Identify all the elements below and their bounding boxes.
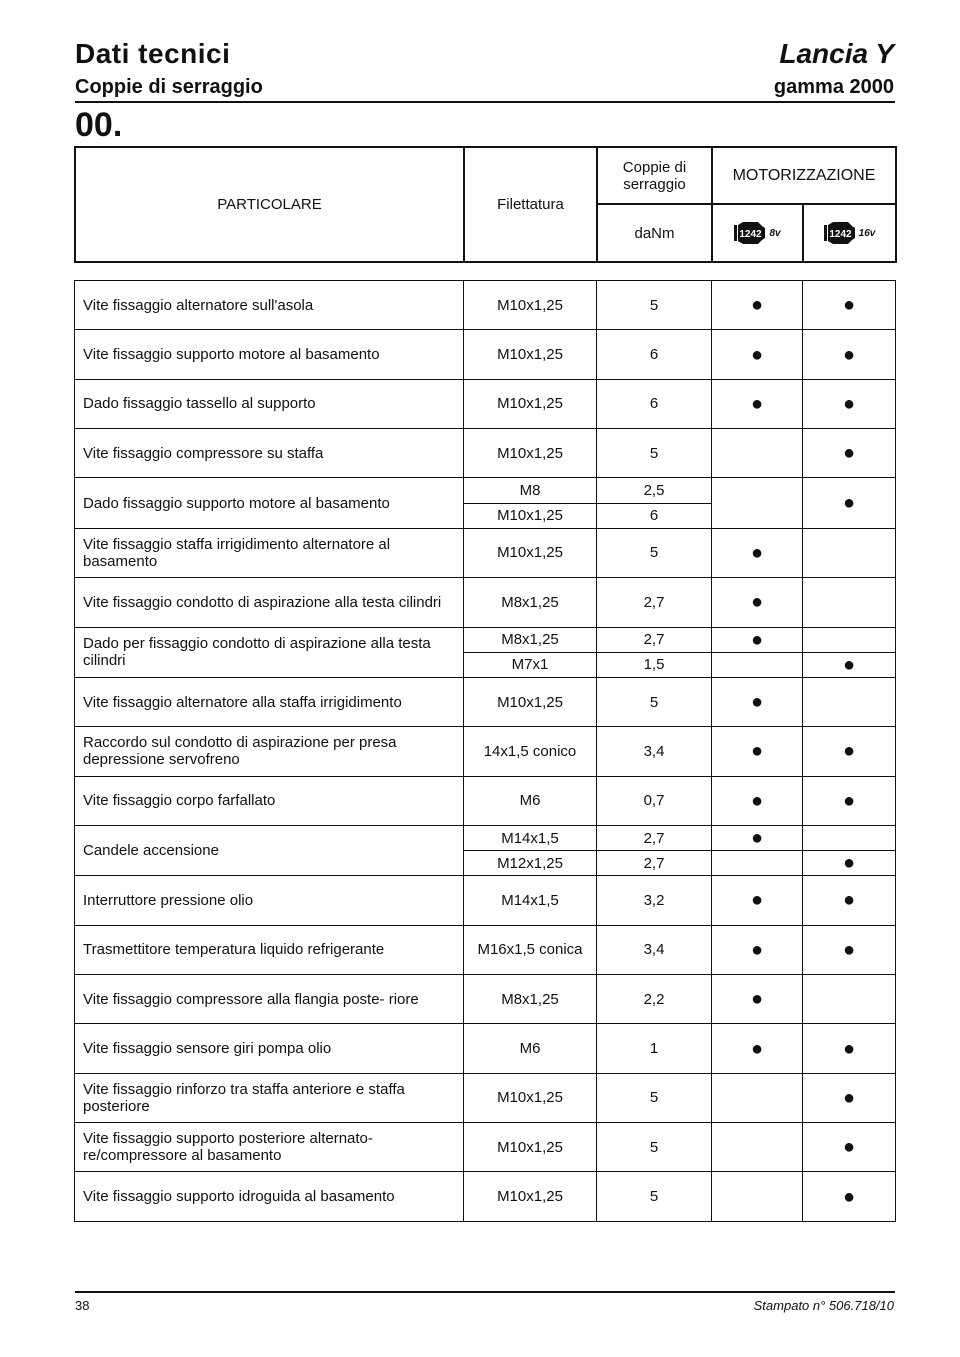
thread-value: 14x1,5 conico [464,727,597,776]
thread-value: M10x1,25 [464,330,597,379]
bullet-mark: ● [750,343,764,366]
engine-16v-mark [803,627,896,652]
bullet-mark: ● [750,938,764,961]
document-title: Dati tecnici [75,38,231,69]
bullet-mark: ● [750,1037,764,1060]
bullet-mark: ● [750,392,764,415]
table-row [75,825,896,850]
part-description: Dado fissaggio supporto motore al basamento [75,478,464,528]
engine-16v-mark [803,974,896,1023]
engine-code: 1242 [829,229,852,240]
torque-value: 5 [597,528,712,577]
part-description: Vite fissaggio condotto di aspirazione alla testa cilindri [75,578,464,627]
engine-16v-mark [803,578,896,627]
thread-value: M8x1,25 [464,974,597,1023]
column-header-engines: MOTORIZZAZIONE [712,147,896,204]
table-row [75,627,896,652]
engine-8v-mark [712,379,803,428]
bullet-mark: ● [750,827,764,849]
torque-value: 5 [597,677,712,726]
bullet-mark: ● [842,789,856,812]
bullet-mark: ● [842,1185,856,1208]
engine-icon [734,220,766,246]
bullet-mark: ● [750,988,764,1011]
engine-valves-label: 8v [769,227,781,239]
table-row [75,528,896,577]
engine-8v-mark [712,677,803,726]
thread-value: M10x1,25 [464,1172,597,1222]
bullet-mark: ● [842,1037,856,1060]
torque-value: 5 [597,429,712,478]
thread-value: M10x1,25 [464,379,597,428]
engine-8v-mark [712,578,803,627]
torque-value: 2,5 [597,478,712,503]
engine-8v-mark [712,429,803,478]
torque-value: 6 [597,503,712,528]
table-row [75,727,896,776]
bullet-mark: ● [750,591,764,614]
part-description: Vite fissaggio alternatore sull'asola [75,281,464,330]
print-reference: Stampato n° 506.718/10 [753,1298,894,1313]
document-subtitle: Coppie di serraggio [75,76,263,98]
engine-16v-mark [803,825,896,850]
engine-16v-mark [803,727,896,776]
thread-value: M10x1,25 [464,503,597,528]
part-description: Vite fissaggio compressore su staffa [75,429,464,478]
table-row [75,281,896,330]
engine-8v-mark [712,851,803,876]
page-number: 38 [75,1298,90,1313]
bullet-mark: ● [750,691,764,714]
part-description: Vite fissaggio corpo farfallato [75,776,464,825]
table-row [75,1024,896,1073]
engine-8v-mark [712,478,803,528]
engine-8v-mark [712,652,803,677]
engine-code: 1242 [739,229,763,240]
bullet-mark: ● [842,492,856,515]
part-description: Raccordo sul condotto di aspirazione per presa depressione servofreno [75,727,464,776]
torque-value: 5 [597,281,712,330]
bullet-mark: ● [842,938,856,961]
table-row [75,925,896,974]
part-description: Interruttore pressione olio [75,876,464,925]
thread-value: M12x1,25 [464,851,597,876]
thread-value: M7x1 [464,652,597,677]
engine-8v-mark [712,1073,803,1122]
engine-16v-mark [803,379,896,428]
engine-8v-mark [712,776,803,825]
thread-value: M10x1,25 [464,1073,597,1122]
torque-value: 6 [597,330,712,379]
engine-valves-label: 16v [858,227,876,239]
table-row [75,1172,896,1222]
part-description: Vite fissaggio alternatore alla staffa irrigidimento [75,677,464,726]
torque-value: 1 [597,1024,712,1073]
part-description: Candele accensione [75,825,464,875]
part-description: Dado per fissaggio condotto di aspirazione alla testa cilindri [75,627,464,677]
engine-8v-mark [712,727,803,776]
engine-8v-mark [712,1123,803,1172]
table-header [74,146,897,263]
engine-header-16v [803,204,896,262]
part-description: Trasmettitore temperatura liquido refrigerante [75,925,464,974]
thread-value: M14x1,5 [464,876,597,925]
table-row [75,1073,896,1122]
torque-value: 2,7 [597,851,712,876]
thread-value: M16x1,5 conica [464,925,597,974]
part-description: Vite fissaggio compressore alla flangia poste- riore [75,974,464,1023]
table-row [75,876,896,925]
torque-table [74,280,896,1222]
table-row [75,776,896,825]
column-header-thread: Filettatura [464,147,597,262]
torque-value: 2,2 [597,974,712,1023]
bullet-mark: ● [750,889,764,912]
engine-16v-mark [803,281,896,330]
engine-16v-mark [803,429,896,478]
engine-8v-mark [712,825,803,850]
column-header-part: PARTICOLARE [75,147,464,262]
part-description: Dado fissaggio tassello al supporto [75,379,464,428]
torque-value: 3,4 [597,727,712,776]
table-row [75,578,896,627]
engine-8v-mark [712,974,803,1023]
bullet-mark: ● [842,343,856,366]
thread-value: M14x1,5 [464,825,597,850]
torque-value: 2,7 [597,578,712,627]
engine-8v-mark [712,281,803,330]
bullet-mark: ● [842,740,856,763]
engine-16v-mark [803,330,896,379]
torque-value: 5 [597,1073,712,1122]
engine-8v-mark [712,925,803,974]
thread-value: M10x1,25 [464,429,597,478]
bullet-mark: ● [842,653,856,676]
torque-value: 3,4 [597,925,712,974]
engine-8v-mark [712,1172,803,1222]
engine-8v-mark [712,330,803,379]
thread-value: M6 [464,1024,597,1073]
section-number: 00. [75,106,123,144]
bullet-mark: ● [750,294,764,317]
engine-16v-mark [803,1172,896,1222]
part-description: Vite fissaggio sensore giri pompa olio [75,1024,464,1073]
thread-value: M10x1,25 [464,677,597,726]
torque-value: 3,2 [597,876,712,925]
engine-16v-mark [803,876,896,925]
table-row [75,974,896,1023]
thread-value: M10x1,25 [464,528,597,577]
torque-value: 0,7 [597,776,712,825]
thread-value: M10x1,25 [464,1123,597,1172]
engine-16v-mark [803,478,896,528]
torque-value: 5 [597,1123,712,1172]
table-row [75,379,896,428]
footer-rule [75,1291,895,1293]
engine-16v-mark [803,1073,896,1122]
torque-value: 5 [597,1172,712,1222]
brand-title: Lancia Y [779,38,894,69]
thread-value: M6 [464,776,597,825]
engine-icon [824,220,856,246]
bullet-mark: ● [842,1086,856,1109]
column-header-unit: daNm [597,204,712,262]
torque-value: 2,7 [597,825,712,850]
torque-table-body [75,281,896,1222]
thread-value: M8x1,25 [464,578,597,627]
engine-16v-mark [803,528,896,577]
table-row [75,330,896,379]
bullet-mark: ● [750,541,764,564]
torque-value: 2,7 [597,627,712,652]
table-row [75,1123,896,1172]
engine-16v-mark [803,776,896,825]
part-description: Vite fissaggio supporto idroguida al basamento [75,1172,464,1222]
engine-16v-mark [803,1024,896,1073]
torque-value: 1,5 [597,652,712,677]
part-description: Vite fissaggio supporto posteriore alternato- re/compressore al basamento [75,1123,464,1172]
bullet-mark: ● [750,789,764,812]
engine-8v-mark [712,1024,803,1073]
column-header-torque: Coppie di serraggio [597,147,712,204]
table-row [75,429,896,478]
torque-value: 6 [597,379,712,428]
thread-value: M10x1,25 [464,281,597,330]
bullet-mark: ● [842,442,856,465]
bullet-mark: ● [842,852,856,875]
thread-value: M8 [464,478,597,503]
bullet-mark: ● [842,294,856,317]
bullet-mark: ● [750,628,764,651]
engine-16v-mark [803,1123,896,1172]
thread-value: M8x1,25 [464,627,597,652]
engine-8v-mark [712,876,803,925]
table-row [75,478,896,503]
bullet-mark: ● [750,740,764,763]
header-rule [75,101,895,103]
engine-16v-mark [803,925,896,974]
part-description: Vite fissaggio supporto motore al basamento [75,330,464,379]
engine-16v-mark [803,851,896,876]
table-row [75,677,896,726]
bullet-mark: ● [842,889,856,912]
range-subtitle: gamma 2000 [773,76,894,98]
bullet-mark: ● [842,392,856,415]
bullet-mark: ● [842,1136,856,1159]
part-description: Vite fissaggio rinforzo tra staffa anteriore e staffa posteriore [75,1073,464,1122]
engine-8v-mark [712,528,803,577]
engine-header-8v [712,204,803,262]
engine-16v-mark [803,677,896,726]
part-description: Vite fissaggio staffa irrigidimento alternatore al basamento [75,528,464,577]
engine-16v-mark [803,652,896,677]
engine-8v-mark [712,627,803,652]
